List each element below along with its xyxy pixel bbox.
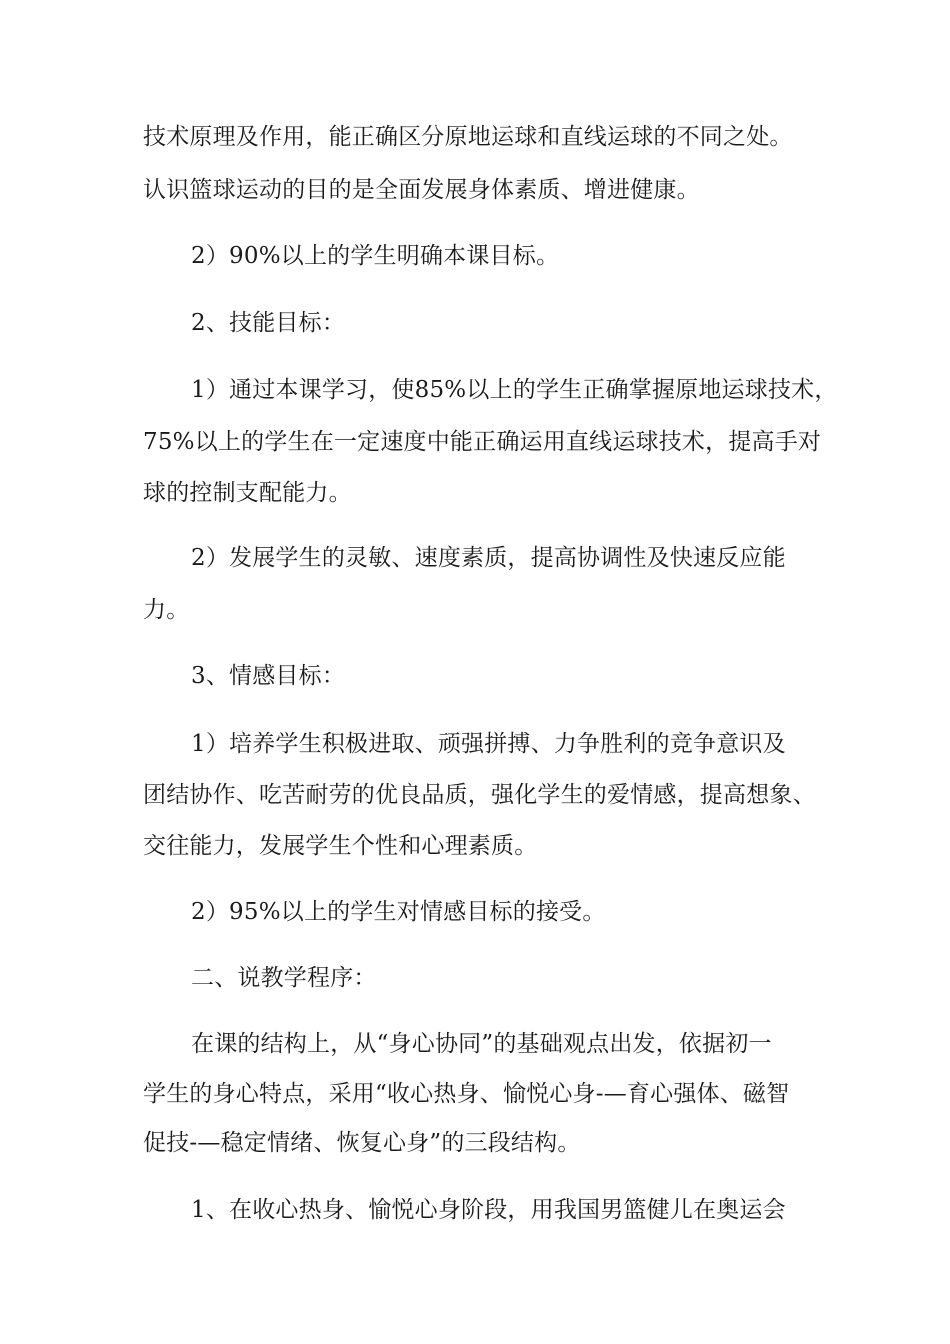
section-heading: 二、说教学程序： — [191, 965, 377, 991]
text-line: 2）95%以上的学生对情感目标的接受。 — [191, 899, 606, 925]
text-line: 球的控制支配能力。 — [143, 480, 352, 506]
text-line: 在课的结构上，从“身心协同”的基础观点出发，依据初一 — [191, 1031, 772, 1057]
text-line: 认识篮球运动的目的是全面发展身体素质、增进健康。 — [143, 177, 700, 203]
text-line: 交往能力，发展学生个性和心理素质。 — [143, 833, 538, 859]
text-line: 技术原理及作用，能正确区分原地运球和直线运球的不同之处。 — [143, 124, 793, 150]
text-line: 团结协作、吃苦耐劳的优良品质，强化学生的爱情感，提高想象、 — [143, 782, 816, 808]
text-line: 1）培养学生积极进取、顽强拼搏、力争胜利的竞争意识及 — [191, 731, 786, 757]
text-line: 促技-—稳定情绪、恢复心身”的三段结构。 — [143, 1130, 581, 1156]
text-line: 1、在收心热身、愉悦心身阶段，用我国男篮健儿在奥运会 — [191, 1197, 786, 1223]
section-heading: 3、情感目标： — [191, 663, 346, 689]
text-line: 75%以上的学生在一定速度中能正确运用直线运球技术，提高手对 — [143, 429, 822, 455]
text-line: 学生的身心特点，采用“收心热身、愉悦心身-—育心强体、磁智 — [143, 1081, 790, 1107]
text-line: 2）发展学生的灵敏、速度素质，提高协调性及快速反应能 — [191, 545, 786, 571]
text-line: 力。 — [143, 597, 190, 623]
text-line: 1）通过本课学习，使85%以上的学生正确掌握原地运球技术， — [191, 377, 838, 403]
section-heading: 2、技能目标： — [191, 310, 346, 336]
text-line: 2）90%以上的学生明确本课目标。 — [191, 243, 560, 269]
